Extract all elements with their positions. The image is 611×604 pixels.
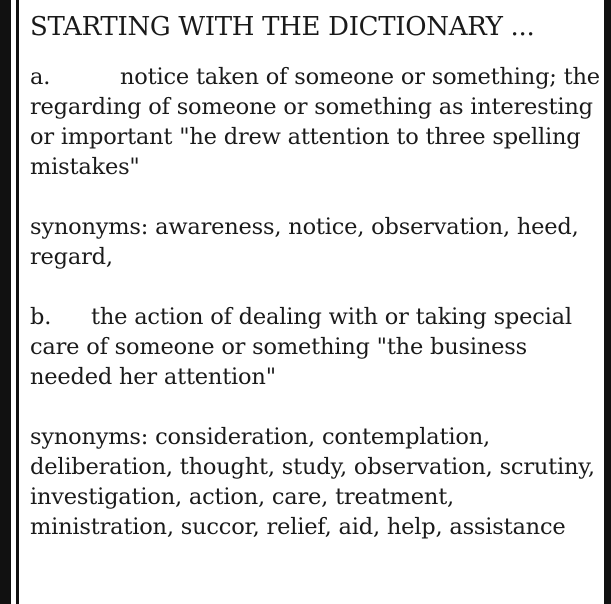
definition-b-text: the action of dealing with or taking special care of someone or something "the business needed her attention" <box>30 304 572 390</box>
synonyms-a: synonyms: awareness, notice, observation, heed, regard, <box>30 214 579 270</box>
document-body <box>30 8 600 572</box>
left-border-bar <box>0 0 11 604</box>
definition-a-marker: a. <box>30 64 51 90</box>
definition-a-text: notice taken of someone or something; the regarding of someone or something as interesting or important "he drew attention to three spelling mistakes" <box>30 64 600 180</box>
definition-b-marker: b. <box>30 304 52 330</box>
synonyms-b: synonyms: consideration, contemplation, deliberation, thought, study, observation, scrutiny, investigation, action, care, treatment, ministration, succor, relief, aid, help, assistance <box>30 424 595 540</box>
page-title: STARTING WITH THE DICTIONARY ... <box>30 12 535 42</box>
left-border-line <box>16 0 19 604</box>
definition-b <box>30 302 600 392</box>
right-border-bar <box>604 0 611 604</box>
definition-a <box>30 62 600 182</box>
